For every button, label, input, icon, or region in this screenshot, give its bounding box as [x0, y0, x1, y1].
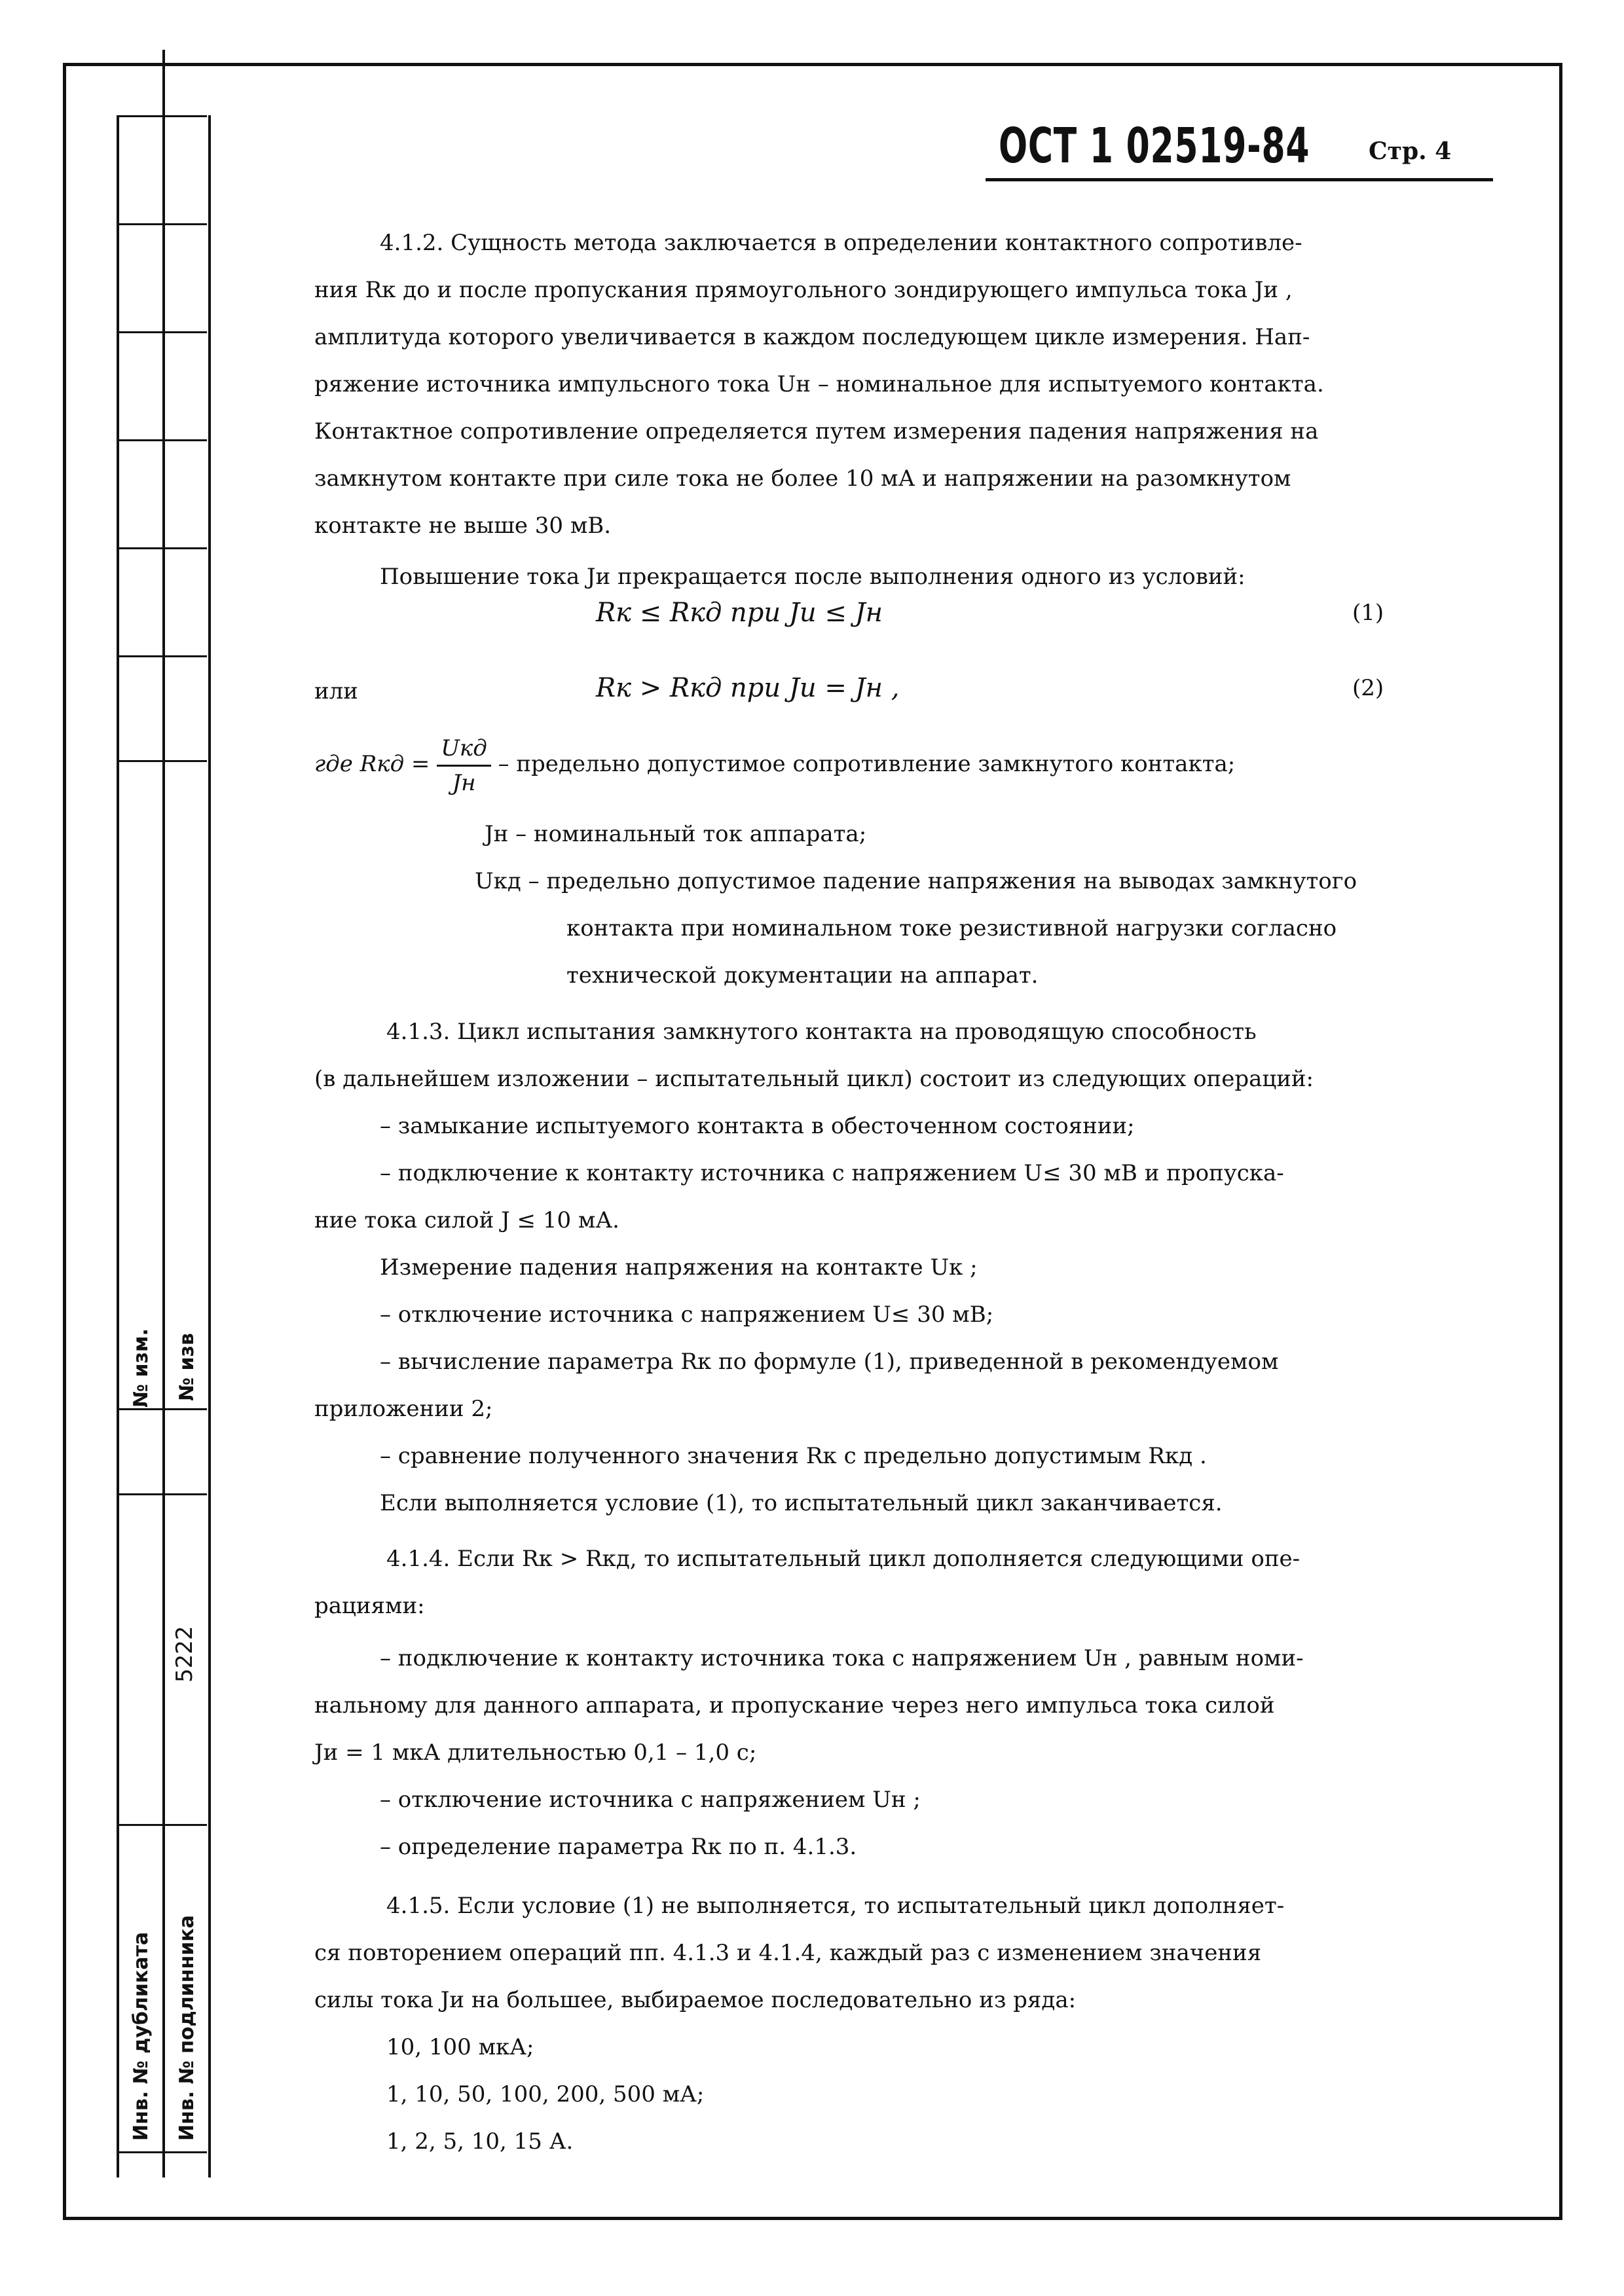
- formula-1-number: (1): [1352, 600, 1384, 626]
- text-line: – определение параметра Rк по п. 4.1.3.: [380, 1834, 857, 1860]
- text-line: Если выполняется условие (1), то испытательный цикл заканчивается.: [380, 1490, 1223, 1516]
- fraction: [437, 732, 491, 799]
- text-line: (в дальнейшем изложении – испытательный цикл) состоит из следующих операций:: [314, 1066, 1314, 1092]
- fraction-numerator: Uкд: [437, 732, 491, 767]
- standard-number: ОСТ 1 02519-84: [999, 118, 1310, 174]
- text-line: 1, 2, 5, 10, 15 А.: [386, 2128, 574, 2155]
- margin-number: 5222: [172, 1626, 198, 1683]
- text-line: замкнутом контакте при силе тока не более 10 мА и напряжении на разомкнутом: [314, 465, 1291, 492]
- text-line: контакте не выше 30 мВ.: [314, 513, 612, 539]
- text-line: – подключение к контакту источника с напряжением U≤ 30 мВ и пропуска-: [380, 1160, 1284, 1186]
- margin-no-izv: № изв: [175, 1333, 198, 1401]
- text-line: – вычисление параметра Rк по формуле (1), приведенной в рекомендуемом: [380, 1349, 1279, 1375]
- formula-2-number: (2): [1352, 675, 1384, 701]
- formula-1: Rк ≤ Rкд при Jи ≤ Jн: [596, 598, 883, 628]
- text-line: 4.1.3. Цикл испытания замкнутого контакта на проводящую способность: [386, 1019, 1257, 1045]
- margin-inv-dup: Инв. № дубликата: [130, 1931, 153, 2141]
- text-line: – подключение к контакту источника тока с напряжением Uн , равным номи-: [380, 1645, 1304, 1671]
- text-line: 4.1.5. Если условие (1) не выполняется, то испытательный цикл дополняет-: [386, 1893, 1285, 1919]
- text-line: приложении 2;: [314, 1396, 493, 1422]
- text-line: ряжение источника импульсного тока Uн – номинальное для испытуемого контакта.: [314, 371, 1324, 397]
- def-ukd: Uкд – предельно допустимое падение напряжения на выводах замкнутого: [475, 868, 1357, 894]
- text-line: – сравнение полученного значения Rк с предельно допустимым Rкд .: [380, 1443, 1207, 1469]
- where-line: [314, 728, 1235, 800]
- text-line: Контактное сопротивление определяется путем измерения падения напряжения на: [314, 418, 1319, 445]
- header-underline: [986, 178, 1493, 181]
- text-line: ся повторением операций пп. 4.1.3 и 4.1.4, каждый раз с изменением значения: [314, 1940, 1262, 1966]
- margin-rows: [117, 115, 207, 2178]
- where-text: – предельно допустимое сопротивление замкнутого контакта;: [498, 751, 1236, 777]
- text-line: нальному для данного аппарата, и пропускание через него импульса тока силой: [314, 1692, 1275, 1719]
- text-line: 4.1.2. Сущность метода заключается в определении контактного сопротивле-: [380, 230, 1302, 256]
- text-line: 1, 10, 50, 100, 200, 500 мА;: [386, 2081, 705, 2107]
- text-line: Измерение падения напряжения на контакте Uк ;: [380, 1254, 978, 1281]
- text-line: 4.1.4. Если Rк > Rкд, то испытательный цикл дополняется следующими опе-: [386, 1546, 1301, 1572]
- fraction-denominator: Jн: [452, 769, 476, 796]
- text-line: – замыкание испытуемого контакта в обесточенном состоянии;: [380, 1113, 1135, 1139]
- text-line: – отключение источника с напряжением Uн ;: [380, 1787, 921, 1813]
- text-line: Повышение тока Jи прекращается после выполнения одного из условий:: [380, 564, 1246, 590]
- def-ukd-2: контакта при номинальном токе резистивной нагрузки согласно: [566, 915, 1337, 941]
- formula-2: Rк > Rкд при Jи = Jн ,: [596, 673, 900, 703]
- or-label: или: [314, 678, 358, 704]
- text-line: – отключение источника с напряжением U≤ 30 мВ;: [380, 1302, 994, 1328]
- margin-line: [208, 115, 211, 2178]
- def-jn: Jн – номинальный ток аппарата;: [485, 821, 867, 847]
- text-line: силы тока Jи на большее, выбираемое последовательно из ряда:: [314, 1987, 1077, 2013]
- text-line: Jи = 1 мкА длительностью 0,1 – 1,0 с;: [314, 1740, 757, 1766]
- text-line: ния Rк до и после пропускания прямоугольного зондирующего импульса тока Jи ,: [314, 277, 1293, 303]
- def-ukd-3: технической документации на аппарат.: [566, 962, 1039, 989]
- text-line: рациями:: [314, 1593, 425, 1619]
- margin-inv-orig: Инв. № подлинника: [175, 1915, 198, 2141]
- page-number: Стр. 4: [1369, 137, 1452, 165]
- text-line: ние тока силой J ≤ 10 мА.: [314, 1207, 619, 1233]
- text-line: 10, 100 мкА;: [386, 2034, 534, 2060]
- where-label: где Rкд =: [314, 751, 430, 777]
- margin-no-izm: № изм.: [130, 1328, 153, 1408]
- text-line: амплитуда которого увеличивается в каждом последующем цикле измерения. Нап-: [314, 324, 1310, 350]
